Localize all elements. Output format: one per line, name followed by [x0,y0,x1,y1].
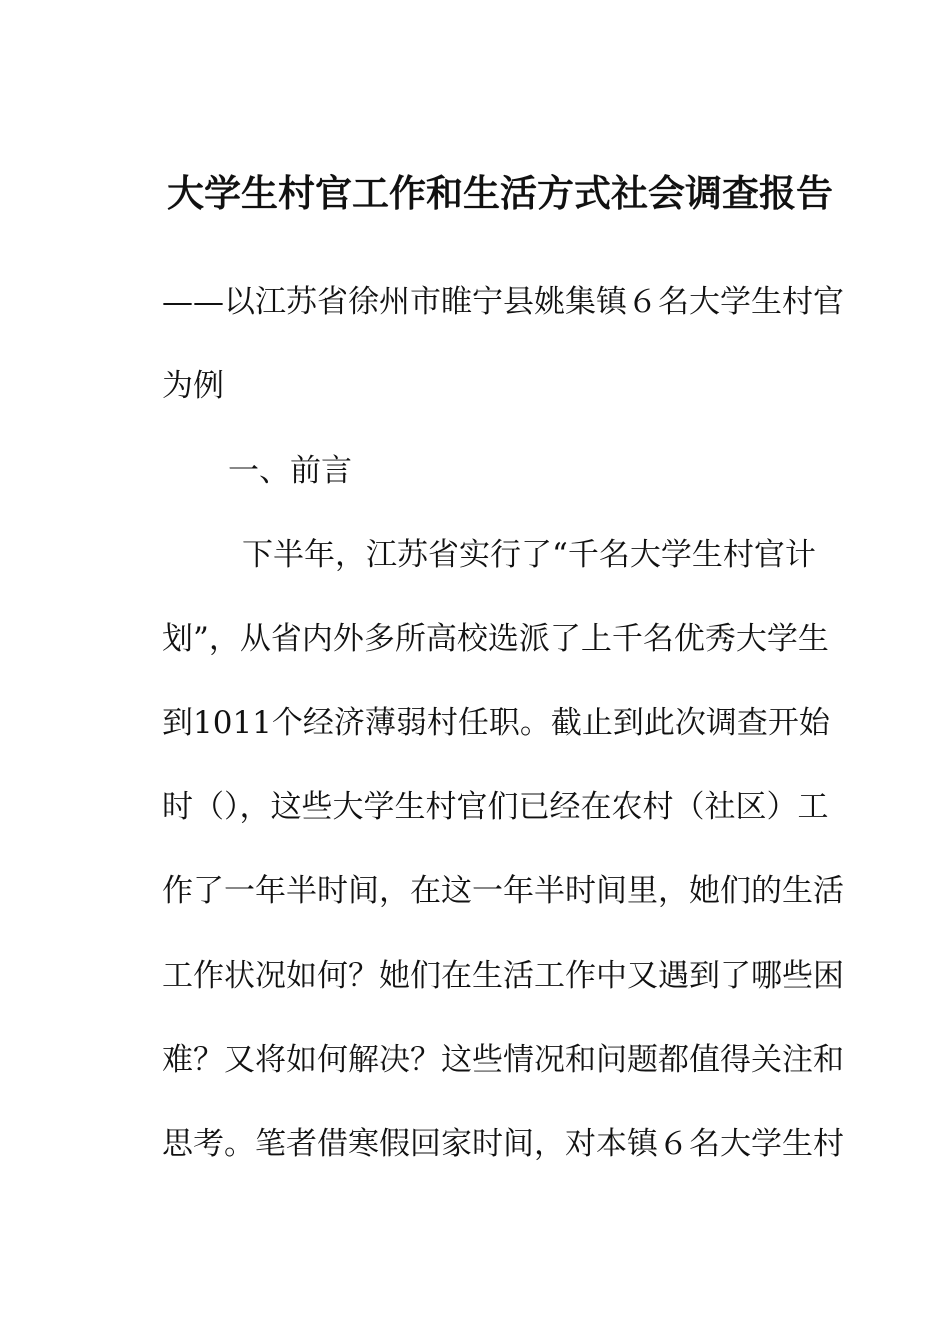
subtitle-line-1: ——以江苏省徐州市睢宁县姚集镇６名大学生村官 [162,284,844,320]
paragraph-line-6: 工作状况如何？她们在生活工作中又遇到了哪些困 [162,958,844,994]
paragraph-line-8: 思考。笔者借寒假回家时间，对本镇６名大学生村 [162,1126,844,1162]
paragraph-line-1: 下半年，江苏省实行了“千名大学生村官计 [242,537,816,573]
document-title: 大学生村官工作和生活方式社会调查报告 [167,172,833,215]
paragraph-line-4: 时（），这些大学生村官们已经在农村（社区）工 [162,789,829,825]
paragraph-line-7: 难？又将如何解决？这些情况和问题都值得关注和 [162,1042,844,1078]
paragraph-line-2: 划”，从省内外多所高校选派了上千名优秀大学生 [162,621,829,657]
paragraph-line-5: 作了一年半时间，在这一年半时间里，她们的生活 [162,873,844,909]
subtitle-line-2: 为例 [162,368,224,404]
section-heading: 一、前言 [228,453,352,489]
paragraph-line-3: 到1011个经济薄弱村任职。截止到此次调查开始 [162,705,830,741]
